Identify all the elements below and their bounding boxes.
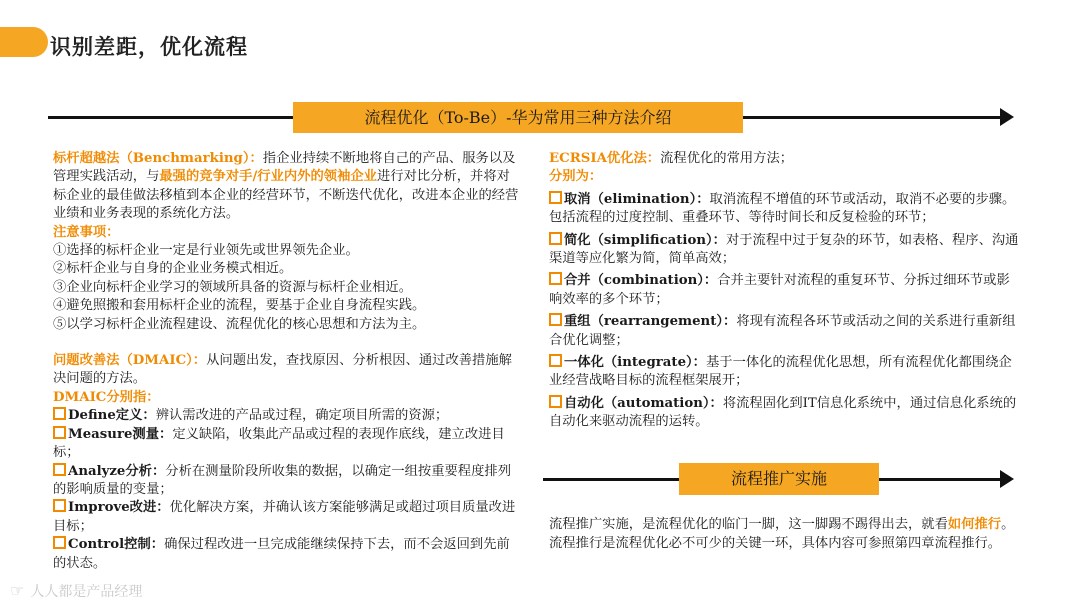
ecrsia-en: （integrate）： <box>603 355 706 371</box>
ecrsia-term: 自动化 <box>564 395 604 411</box>
notes-item-5: ⑤以学习标杆企业流程建设、流程优化的核心思想和方法为主。 <box>53 316 426 332</box>
ecrsia-text: 流程优化的常用方法； <box>660 151 794 166</box>
ecrsia-en: （automation）： <box>603 395 723 411</box>
ecrsia-subheading: 分别为： <box>549 169 603 185</box>
dmaic-term: Measure测量： <box>68 426 173 442</box>
ecrsia-item-rearrangement <box>549 313 1019 350</box>
right-column <box>549 150 1019 432</box>
dmaic-desc: 辨认需改进的产品或过程，确定项目所需的资源； <box>155 408 449 424</box>
benchmark-paragraph <box>53 150 523 224</box>
dmaic-desc: 确保过程改进一旦完成能继续保持下去，而不会返回到先前的状态。 <box>53 537 510 571</box>
promotion-paragraph <box>549 515 1019 553</box>
ecrsia-term: 简化 <box>564 232 591 248</box>
ecrsia-item-automation <box>549 395 1019 432</box>
bottom-banner: 流程推广实施 <box>679 463 879 495</box>
dmaic-item-analyze <box>53 463 523 500</box>
ecrsia-term: 取消 <box>564 191 591 207</box>
checkbox-icon <box>549 354 562 367</box>
ecrsia-paragraph <box>549 150 1019 168</box>
watermark-text: 人人都是产品经理 <box>30 584 143 600</box>
benchmark-text-1: 指企业持续不断地将自己的产品、服务以及管理实践活动，与 <box>53 151 516 185</box>
notes-item-1: ①选择的标杆企业一定是行业领先或世界领先企业。 <box>53 243 359 259</box>
dmaic-term: Define定义： <box>68 408 156 424</box>
checkbox-icon <box>53 536 66 549</box>
ecrsia-term: 一体化 <box>564 355 604 371</box>
title-accent-tab <box>0 27 48 57</box>
benchmark-highlight: 最强的竞争对手/行业内外的领袖企业 <box>159 169 377 185</box>
ecrsia-desc: 对于流程中过于复杂的环节，如表格、程序、沟通渠道等应化繁为简，简单高效； <box>549 232 1019 267</box>
ecrsia-desc: 合并主要针对流程的重复环节、分拆过细环节或影响效率的多个环节； <box>549 273 1010 307</box>
benchmark-text-2: 进行对比分析，并将对标企业的最佳做法移植到本企业的经营环节，不断迭代优化，改进本企业的经营业绩和业务表现的系统化方法。 <box>53 169 519 222</box>
dmaic-desc: 分析在测量阶段所收集的数据，以确定一组按重要程度排列的影响质量的变量； <box>53 463 511 497</box>
checkbox-icon <box>53 499 66 512</box>
ecrsia-item-integrate <box>549 354 1019 391</box>
dmaic-term: Improve改进： <box>68 500 170 516</box>
bottom-arrow-head <box>1000 470 1014 488</box>
ecrsia-heading: ECRSIA优化法： <box>549 151 661 166</box>
ecrsia-term: 重组 <box>564 314 591 330</box>
dmaic-term: Analyze分析： <box>68 463 166 479</box>
checkbox-icon <box>549 395 562 408</box>
top-arrow-head <box>1000 108 1014 126</box>
checkbox-icon <box>53 407 66 420</box>
ecrsia-en: （combination）： <box>590 273 718 289</box>
checkbox-icon <box>549 191 562 204</box>
spacer <box>53 334 523 352</box>
dmaic-item-control <box>53 536 523 573</box>
left-column <box>53 150 523 573</box>
promotion-highlight: 如何推行 <box>947 517 1002 532</box>
watermark <box>10 581 142 601</box>
notes-heading: 注意事项： <box>53 224 120 240</box>
dmaic-paragraph <box>53 352 523 389</box>
ecrsia-en: （rearrangement）： <box>590 314 737 330</box>
ecrsia-desc: 基于一体化的流程优化思想，所有流程优化都围绕企业经营战略目标的流程框架展开； <box>549 355 1012 389</box>
ecrsia-term: 合并 <box>564 273 591 289</box>
benchmark-heading: 标杆超越法（Benchmarking）： <box>53 151 263 166</box>
page-title: 识别差距，优化流程 <box>50 35 248 59</box>
dmaic-term: Control控制： <box>68 537 165 553</box>
ecrsia-item-combination <box>549 272 1019 309</box>
promotion-text-1: 流程推广实施，是流程优化的临门一脚，这一脚踢不踢得出去，就看 <box>549 517 948 532</box>
top-banner: 流程优化（To-Be）-华为常用三种方法介绍 <box>293 102 743 133</box>
ecrsia-item-simplification <box>549 232 1019 269</box>
notes-item-2: ②标杆企业与自身的企业业务模式相近。 <box>53 261 293 277</box>
ecrsia-en: （elimination）： <box>590 191 710 207</box>
ecrsia-desc: 将流程固化到IT信息化系统中，通过信息化系统的自动化来驱动流程的运转。 <box>549 395 1017 430</box>
ecrsia-desc: 取消流程不增值的环节或活动，取消不必要的步骤。包括流程的过度控制、重叠环节、等待时间长和反复检验的环节； <box>549 191 1016 226</box>
checkbox-icon <box>549 272 562 285</box>
dmaic-heading: 问题改善法（DMAIC）： <box>53 353 207 369</box>
checkbox-icon <box>549 313 562 326</box>
dmaic-item-measure <box>53 426 523 463</box>
checkbox-icon <box>53 426 66 439</box>
dmaic-desc: 优化解决方案，并确认该方案能够满足或超过项目质量改进目标； <box>53 500 516 534</box>
ecrsia-desc: 将现有流程各环节或活动之间的关系进行重新组合优化调整； <box>549 314 1016 348</box>
checkbox-icon <box>53 463 66 476</box>
dmaic-subheading: DMAIC分别指： <box>53 389 160 405</box>
dmaic-item-define <box>53 407 523 425</box>
dmaic-desc: 定义缺陷，收集此产品或过程的表现作底线，建立改进目标； <box>53 426 505 461</box>
promotion-text-2: 。流程推行是流程优化必不可少的关键一环，具体内容可参照第四章流程推行。 <box>549 517 1015 551</box>
checkbox-icon <box>549 232 562 245</box>
ecrsia-item-elimination <box>549 191 1019 228</box>
notes-item-4: ④避免照搬和套用标杆企业的流程，要基于企业自身流程实践。 <box>53 298 426 314</box>
notes-item-3: ③企业向标杆企业学习的领域所具备的资源与标杆企业相近。 <box>53 279 413 295</box>
dmaic-item-improve <box>53 499 523 536</box>
pointing-hand-icon: ☞ <box>10 581 25 600</box>
dmaic-text: 从问题出发，查找原因、分析根因、通过改善措施解决问题的方法。 <box>53 353 512 387</box>
ecrsia-en: （simplification）： <box>590 232 726 248</box>
